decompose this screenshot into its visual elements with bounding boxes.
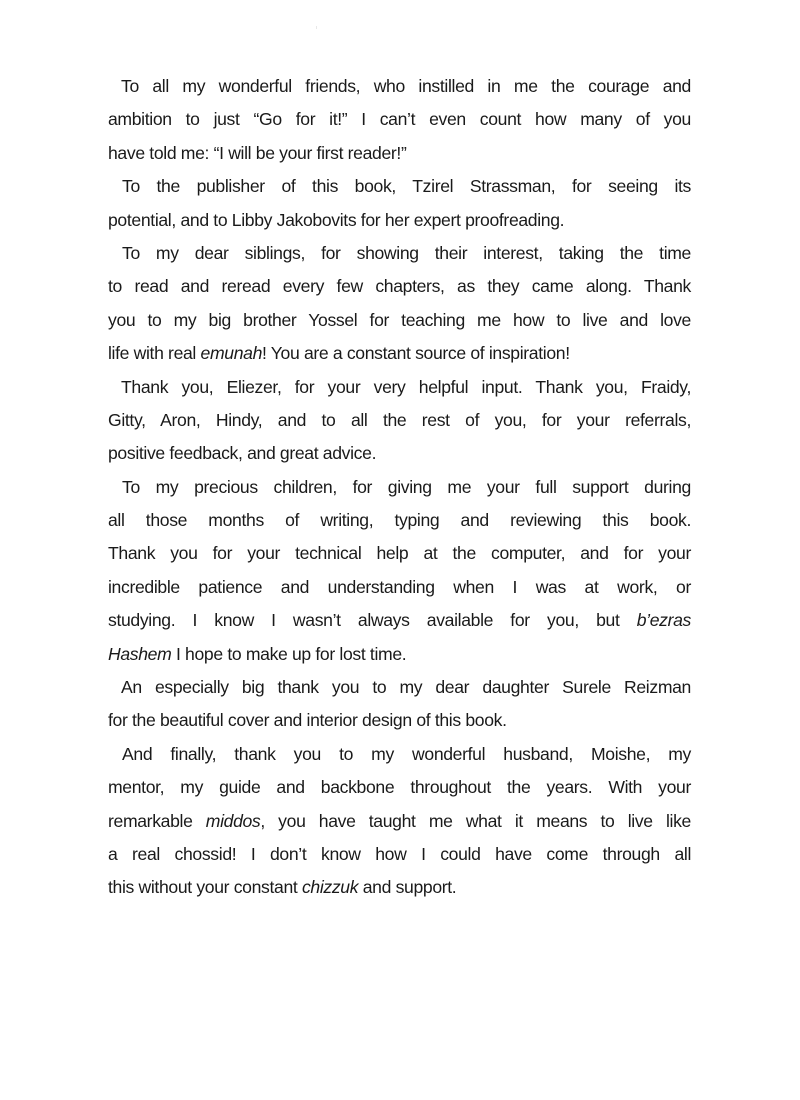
text-line bbox=[108, 437, 691, 470]
paragraph-family-thanks bbox=[108, 371, 691, 471]
line-text: a real chossid! I don’t know how I could have come through all bbox=[108, 843, 691, 864]
line-text: ambition to just “Go for it!” I can’t even count how many of you bbox=[108, 109, 691, 130]
line-text: Thank you for your technical help at the computer, and for your bbox=[108, 543, 691, 564]
text-line bbox=[108, 604, 691, 637]
scan-speck bbox=[316, 26, 317, 29]
text-line bbox=[108, 170, 691, 203]
line-text: this without your constant bbox=[108, 877, 302, 898]
line-text: you to my big brother Yossel for teaching me how to live and love bbox=[108, 309, 691, 330]
text-line bbox=[108, 270, 691, 303]
text-line bbox=[108, 805, 691, 838]
text-line bbox=[108, 871, 691, 904]
italic-term: emunah bbox=[200, 343, 263, 364]
text-line bbox=[108, 704, 691, 737]
line-text: To my dear siblings, for showing their interest, taking the time bbox=[122, 242, 691, 263]
paragraph-publisher bbox=[108, 170, 691, 237]
line-text: and support. bbox=[358, 877, 457, 898]
text-line bbox=[108, 337, 691, 370]
line-text: , you have taught me what it means to live like bbox=[260, 810, 691, 831]
text-line bbox=[108, 504, 691, 537]
text-line bbox=[108, 404, 691, 437]
line-text: potential, and to Libby Jakobovits for her expert proofreading. bbox=[108, 209, 565, 230]
line-text: An especially big thank you to my dear daughter Surele Reizman bbox=[121, 677, 691, 698]
acknowledgements-text bbox=[108, 70, 691, 905]
paragraph-daughter bbox=[108, 671, 691, 738]
line-text: to read and reread every few chapters, as they came along. Thank bbox=[108, 276, 691, 297]
text-line bbox=[108, 237, 691, 270]
line-text: Gitty, Aron, Hindy, and to all the rest of you, for your referrals, bbox=[108, 409, 691, 430]
line-text: remarkable bbox=[108, 810, 206, 831]
italic-term: b’ezras bbox=[636, 610, 691, 631]
line-text: life with real bbox=[108, 343, 201, 364]
text-line bbox=[108, 571, 691, 604]
text-line bbox=[108, 204, 691, 237]
line-text: incredible patience and understanding when I was at work, or bbox=[108, 576, 691, 597]
line-text: studying. I know I wasn’t always available for you, but bbox=[108, 610, 637, 631]
line-text: for the beautiful cover and interior design of this book. bbox=[108, 710, 507, 731]
italic-term: middos bbox=[205, 810, 261, 831]
line-text: To the publisher of this book, Tzirel Strassman, for seeing its bbox=[122, 176, 691, 197]
text-line bbox=[108, 103, 691, 136]
text-line bbox=[108, 838, 691, 871]
text-line bbox=[108, 671, 691, 704]
text-line bbox=[108, 304, 691, 337]
line-text: To my precious children, for giving me your full support during bbox=[122, 476, 691, 497]
line-text: positive feedback, and great advice. bbox=[108, 443, 377, 464]
italic-term: chizzuk bbox=[301, 877, 359, 898]
text-line bbox=[108, 537, 691, 570]
text-line bbox=[108, 471, 691, 504]
line-text: ! You are a constant source of inspiration! bbox=[262, 343, 570, 364]
line-text: Thank you, Eliezer, for your very helpful input. Thank you, Fraidy, bbox=[121, 376, 691, 397]
text-line bbox=[108, 638, 691, 671]
italic-term: Hashem bbox=[108, 643, 172, 664]
text-line bbox=[108, 738, 691, 771]
text-line bbox=[108, 771, 691, 804]
text-line bbox=[108, 137, 691, 170]
line-text: To all my wonderful friends, who instilled in me the courage and bbox=[121, 76, 691, 96]
paragraph-children bbox=[108, 471, 691, 671]
line-text: I hope to make up for lost time. bbox=[171, 643, 407, 664]
text-line bbox=[108, 70, 691, 103]
line-text: all those months of writing, typing and reviewing this book. bbox=[108, 510, 691, 531]
text-line bbox=[108, 371, 691, 404]
line-text: And finally, thank you to my wonderful husband, Moishe, my bbox=[122, 743, 691, 764]
line-text: have told me: “I will be your first reader!” bbox=[108, 142, 407, 163]
paragraph-husband bbox=[108, 738, 691, 905]
paragraph-siblings bbox=[108, 237, 691, 371]
paragraph-friends bbox=[108, 70, 691, 170]
line-text: mentor, my guide and backbone throughout the years. With your bbox=[108, 777, 691, 798]
